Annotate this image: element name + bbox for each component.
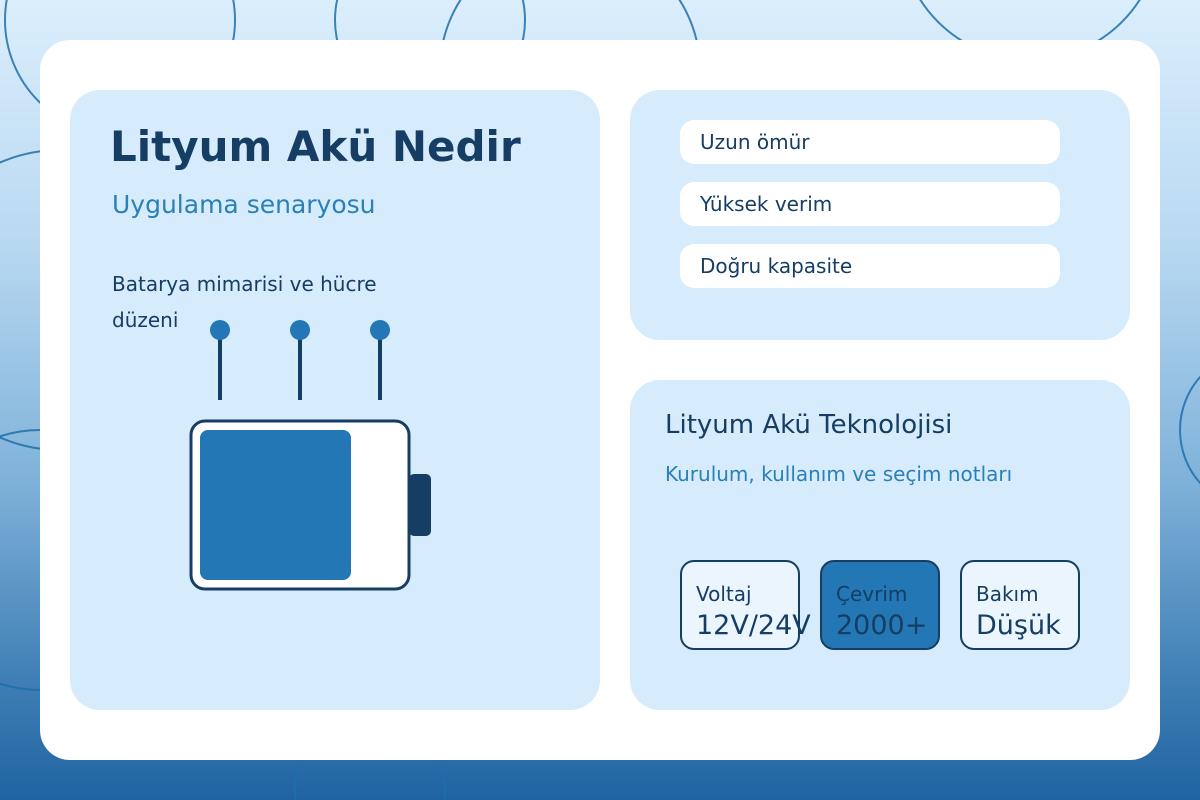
stat-value: 12V/24V: [696, 610, 811, 641]
technology-title: Lityum Akü Teknolojisi: [665, 410, 953, 440]
connector-pin-icon: [210, 320, 230, 400]
feature-item: Uzun ömür: [680, 120, 1060, 164]
battery-icon: [191, 421, 431, 589]
stat-label: Çevrim: [836, 582, 908, 606]
stat-value: 2000+: [836, 610, 928, 641]
stat-card-maintenance: [960, 560, 1080, 650]
stat-label: Voltaj: [696, 582, 752, 606]
stat-card-voltage: [680, 560, 811, 650]
main-card: [40, 40, 1160, 760]
stat-label: Bakım: [976, 582, 1039, 606]
stat-value: Düşük: [976, 610, 1061, 641]
connector-pin-icon: [290, 320, 310, 400]
architecture-description: Batarya mimarisi ve hücre düzeni: [112, 272, 377, 332]
intro-panel: [70, 90, 600, 710]
page-title: Lityum Akü Nedir: [110, 122, 521, 171]
page-subtitle: Uygulama senaryosu: [112, 190, 376, 219]
feature-item: Doğru kapasite: [680, 244, 1060, 288]
battery-illustration: [170, 310, 440, 600]
connector-pin-icon: [370, 320, 390, 400]
technology-panel: [630, 380, 1130, 710]
technology-subtitle: Kurulum, kullanım ve seçim notları: [665, 462, 1013, 486]
feature-item: Yüksek verim: [680, 182, 1060, 226]
stat-card-cycles: [820, 560, 940, 650]
features-panel: [630, 90, 1130, 340]
